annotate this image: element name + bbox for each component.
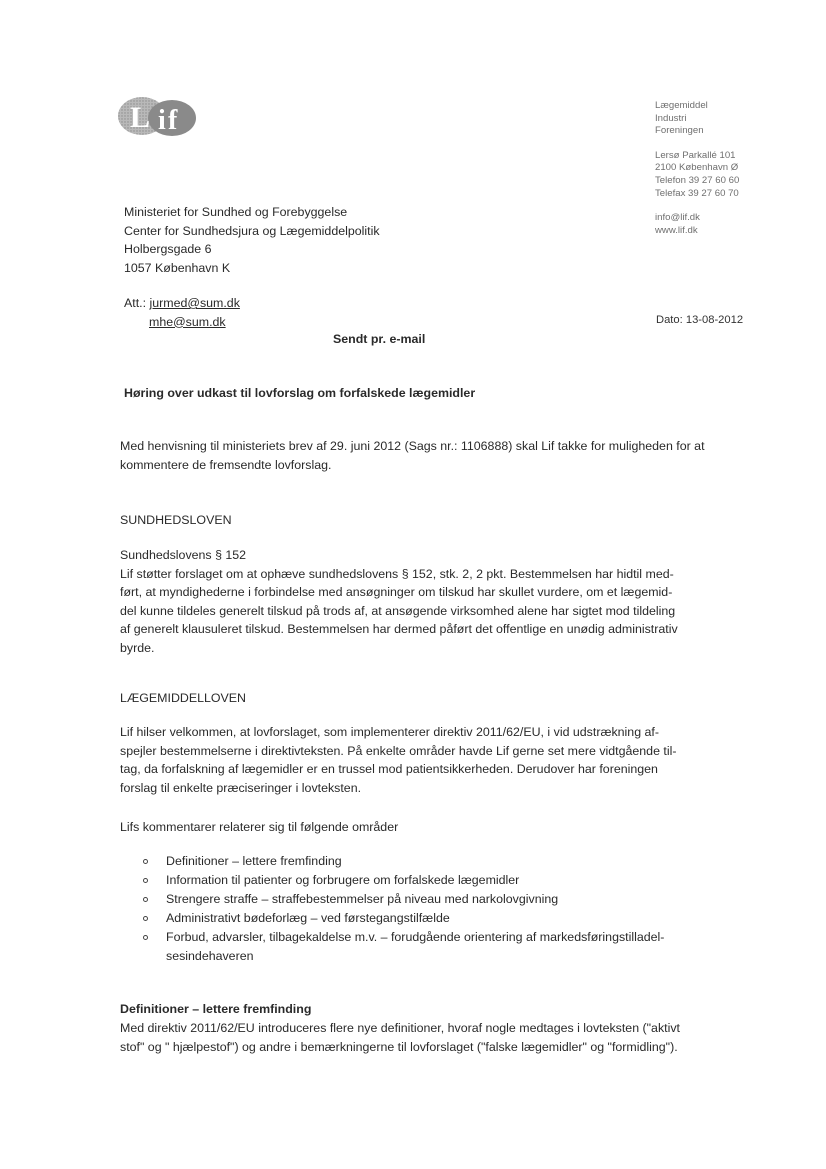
text-line: af generelt klausuleret tilskud. Bestemmelsen har dermed påført det offentlige en unødig administrativ bbox=[120, 622, 678, 637]
comments-intro: Lifs kommentarer relaterer sig til følgende områder bbox=[120, 820, 399, 834]
section-heading-laegemiddelloven: LÆGEMIDDELLOVEN bbox=[120, 691, 247, 705]
text-line: Sundhedslovens § 152 bbox=[120, 548, 247, 562]
text-line: Lif støtter forslaget om at ophæve sundhedslovens § 152, stk. 2, 2 pkt. Bestemmelsen har hidtil med- bbox=[120, 566, 674, 581]
org-name-line: Industri bbox=[655, 112, 687, 124]
att-label: Att.: bbox=[124, 296, 147, 310]
list-item bbox=[120, 890, 740, 909]
lif-logo bbox=[112, 94, 198, 138]
org-address-line: Lersø Parkallé 101 bbox=[655, 149, 736, 161]
bullet-icon bbox=[143, 916, 148, 921]
recipient-line: Center for Sundhedsjura og Lægemiddelpolitik bbox=[124, 223, 380, 238]
recipient-line: Ministeriet for Sundhed og Forebyggelse bbox=[124, 205, 348, 219]
list-item-text: Definitioner – lettere fremfinding bbox=[166, 854, 342, 868]
org-website: www.lif.dk bbox=[655, 224, 698, 236]
text-line: Lif hilser velkommen, at lovforslaget, som implementerer direktiv 2011/62/EU, i vid udstrækning af- bbox=[120, 725, 659, 739]
att-email-link[interactable]: jurmed@sum.dk bbox=[149, 296, 240, 310]
list-item bbox=[120, 852, 740, 871]
recipient-line: 1057 København K bbox=[124, 260, 231, 275]
recipient-address bbox=[124, 203, 544, 277]
att-email-link[interactable]: mhe@sum.dk bbox=[149, 314, 226, 329]
comments-list bbox=[120, 852, 740, 966]
org-phone: Telefon 39 27 60 60 bbox=[655, 174, 740, 186]
text-line: forslag til enkelte præciseringer i lovteksten. bbox=[120, 780, 362, 795]
section-heading-definitioner: Definitioner – lettere fremfinding bbox=[120, 1002, 312, 1016]
text-line: stof" og " hjælpestof") og andre i bemærkningerne til lovforslaget ("falske lægemidler" og "formidling"). bbox=[120, 1039, 678, 1054]
text-line: tag, da forfalskning af lægemidler er en trussel mod patientsikkerheden. Derudover har foreningen bbox=[120, 762, 658, 777]
list-item bbox=[120, 909, 740, 928]
text-line: spejler bestemmelserne i direktivteksten. På enkelte områder havde Lif gerne set mere vidtgående til- bbox=[120, 743, 677, 758]
section-heading-sundhedsloven: SUNDHEDSLOVEN bbox=[120, 513, 232, 527]
list-item-text: Administrativt bødeforlæg – ved førstegangstilfælde bbox=[166, 911, 450, 925]
svg-text:i: i bbox=[158, 105, 166, 136]
org-fax: Telefax 39 27 60 70 bbox=[655, 187, 739, 199]
text-line: ført, at myndighederne i forbindelse med ansøgninger om tilskud har skullet vurdere, om et lægemid- bbox=[120, 585, 673, 600]
text-line: del kunne tildeles generelt tilskud på trods af, at ansøgende virksomhed alene har sigtet mod tildeling bbox=[120, 603, 676, 618]
sundhedsloven-paragraph bbox=[120, 546, 720, 658]
list-item-text: sesindehaveren bbox=[166, 949, 254, 963]
intro-paragraph: Med henvisning til ministeriets brev af 29. juni 2012 (Sags nr.: 1106888) skal Lif takke for muligheden for at kommentere de fremsendte lovforslag. bbox=[120, 439, 705, 472]
list-item-text: Information til patienter og forbrugere om forfalskede lægemidler bbox=[166, 873, 520, 887]
letter-date: Dato: 13-08-2012 bbox=[656, 314, 744, 326]
attention-block bbox=[124, 294, 484, 331]
svg-text:L: L bbox=[130, 101, 151, 134]
org-address-line: 2100 København Ø bbox=[655, 162, 739, 174]
list-item-text: Strengere straffe – straffebestemmelser på niveau med narkolovgivning bbox=[166, 892, 559, 906]
text-line: byrde. bbox=[120, 640, 155, 655]
list-item bbox=[120, 928, 740, 966]
bullet-icon bbox=[143, 897, 148, 902]
org-name-line: Lægemiddel bbox=[655, 100, 708, 111]
org-info bbox=[655, 100, 815, 237]
bullet-icon bbox=[143, 935, 148, 940]
sent-note: Sendt pr. e-mail bbox=[333, 332, 426, 346]
lif-logo-graphic bbox=[112, 94, 198, 138]
svg-text:f: f bbox=[168, 105, 178, 136]
letter-subject: Høring over udkast til lovforslag om forfalskede lægemidler bbox=[124, 386, 476, 400]
list-item bbox=[120, 871, 740, 890]
bullet-icon bbox=[143, 878, 148, 883]
bullet-icon bbox=[143, 859, 148, 864]
org-email: info@lif.dk bbox=[655, 212, 700, 224]
laegemiddelloven-paragraph bbox=[120, 723, 720, 797]
text-line: Med direktiv 2011/62/EU introduceres flere nye definitioner, hvoraf nogle medtages i lovteksten ("aktivt bbox=[120, 1021, 680, 1035]
org-name-line: Foreningen bbox=[655, 125, 704, 137]
recipient-line: Holbergsgade 6 bbox=[124, 242, 212, 257]
definitioner-paragraph bbox=[120, 1019, 720, 1056]
list-item-text: Forbud, advarsler, tilbagekaldelse m.v. – forudgående orientering af markedsføringstilladel- bbox=[166, 930, 665, 944]
